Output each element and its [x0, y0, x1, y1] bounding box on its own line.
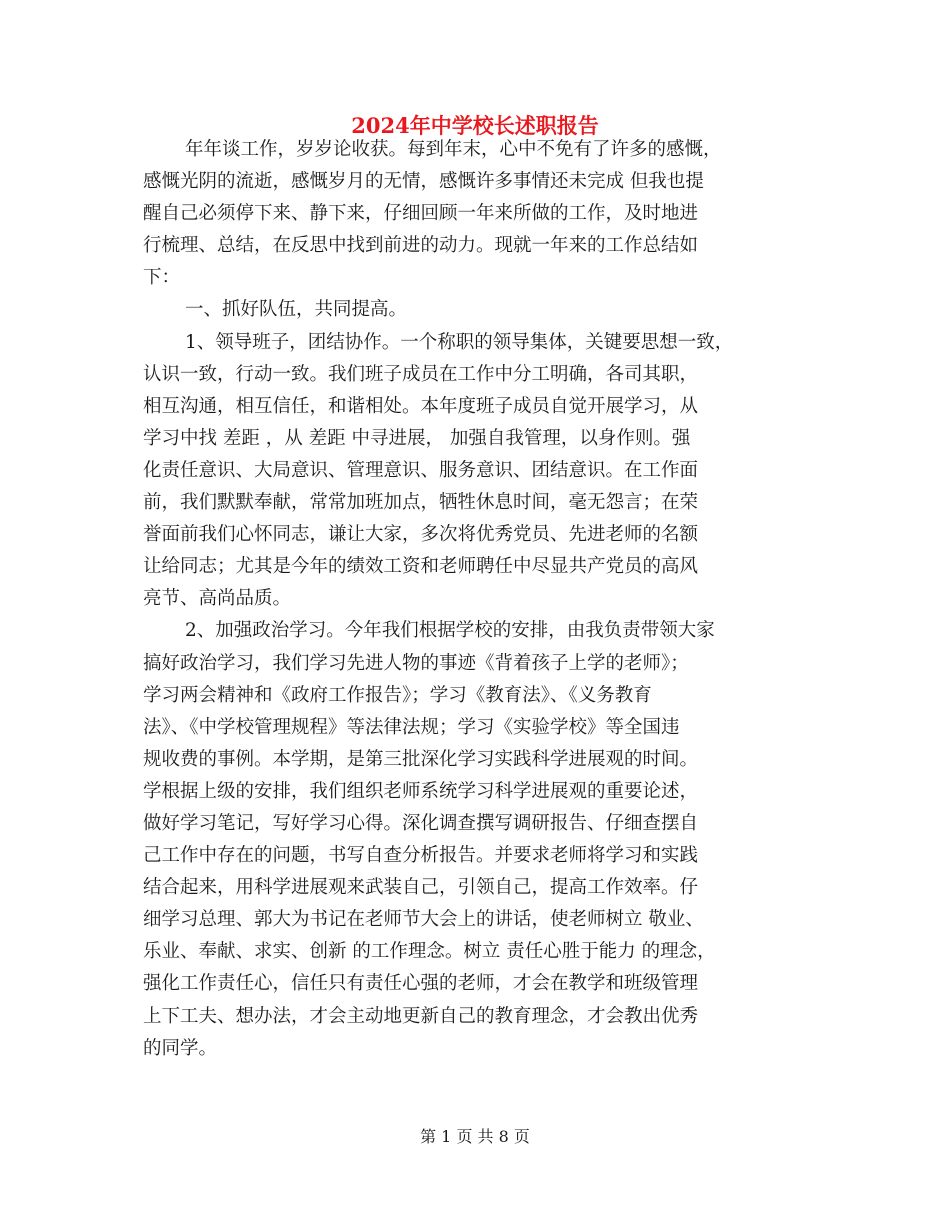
- text-line: 行梳理、总结，在反思中找到前进的动力。现就一年来的工作总结如: [143, 235, 699, 257]
- text-line: 醒自己必须停下来、静下来，仔细回顾一年来所做的工作，及时地进: [143, 203, 699, 225]
- text-line: 亮节、高尚品质。: [143, 588, 292, 610]
- text-line: 的同学。: [143, 1037, 218, 1059]
- text-line: 前，我们默默奉献，常常加班加点，牺牲休息时间，毫无怨言；在荣: [143, 492, 699, 514]
- page-number-footer: 第 1 页 共 8 页: [420, 1127, 530, 1146]
- text-line: 下：: [143, 267, 181, 289]
- text-line: 化责任意识、大局意识、管理意识、服务意识、团结意识。在工作面: [143, 459, 699, 481]
- text-line: 搞好政治学习，我们学习先进人物的事迹《背着孩子上学的老师》；: [143, 652, 689, 674]
- text-line: 一、抓好队伍，共同提高。: [185, 299, 408, 321]
- text-line: 相互沟通，相互信任，和谐相处。本年度班子成员自觉开展学习，从: [143, 395, 699, 417]
- text-line: 年年谈工作，岁岁论收获。每到年末，心中不免有了许多的感慨，: [185, 139, 722, 160]
- document-body: [143, 134, 833, 1065]
- text-line: 学根据上级的安排，我们组织老师系统学习科学进展观的重要论述，: [143, 780, 699, 802]
- text-line: 乐业、奉献、求实、创新 的工作理念。树立 责任心胜于能力 的理念，: [143, 941, 716, 963]
- text-line: 细学习总理、郭大为书记在老师节大会上的讲话，使老师树立 敬业、: [143, 909, 704, 931]
- text-line: 学习两会精神和《政府工作报告》；学习《教育法》、《义务教育: [143, 684, 652, 706]
- text-line: 强化工作责任心，信任只有责任心强的老师，才会在教学和班级管理: [143, 973, 699, 995]
- text-line: 1、领导班子，团结协作。一个称职的领导集体，关键要思想一致，: [185, 331, 734, 353]
- text-line: 做好学习笔记，写好学习心得。深化调查撰写调研报告、仔细查摆自: [143, 812, 699, 834]
- text-line: 感慨光阴的流逝，感慨岁月的无情，感慨许多事情还未完成 但我也提: [143, 171, 704, 193]
- text-line: 誉面前我们心怀同志，谦让大家，多次将优秀党员、先进老师的名额: [143, 524, 699, 546]
- text-line: 上下工夫、想办法，才会主动地更新自己的教育理念，才会教出优秀: [143, 1005, 699, 1027]
- text-line: 学习中找 差距 ，从 差距 中寻进展， 加强自我管理，以身作则。强: [143, 427, 691, 449]
- text-line: 让给同志；尤其是今年的绩效工资和老师聘任中尽显共产党员的高风: [143, 556, 699, 578]
- text-line: 2、加强政治学习。今年我们根据学校的安排，由我负责带领大家: [185, 620, 715, 642]
- text-line: 规收费的事例。本学期，是第三批深化学习实践科学进展观的时间。: [143, 748, 699, 770]
- text-line: 己工作中存在的问题，书写自查分析报告。并要求老师将学习和实践: [143, 845, 699, 867]
- text-line: 结合起来，用科学进展观来武装自己，引领自己，提高工作效率。仔: [143, 877, 699, 899]
- text-line: 法》、《中学校管理规程》等法律法规；学习《实验学校》等全国违: [143, 716, 680, 738]
- text-line: 认识一致，行动一致。我们班子成员在工作中分工明确，各司其职，: [143, 363, 699, 385]
- document-title: 2024年中学校长述职报告: [351, 113, 599, 138]
